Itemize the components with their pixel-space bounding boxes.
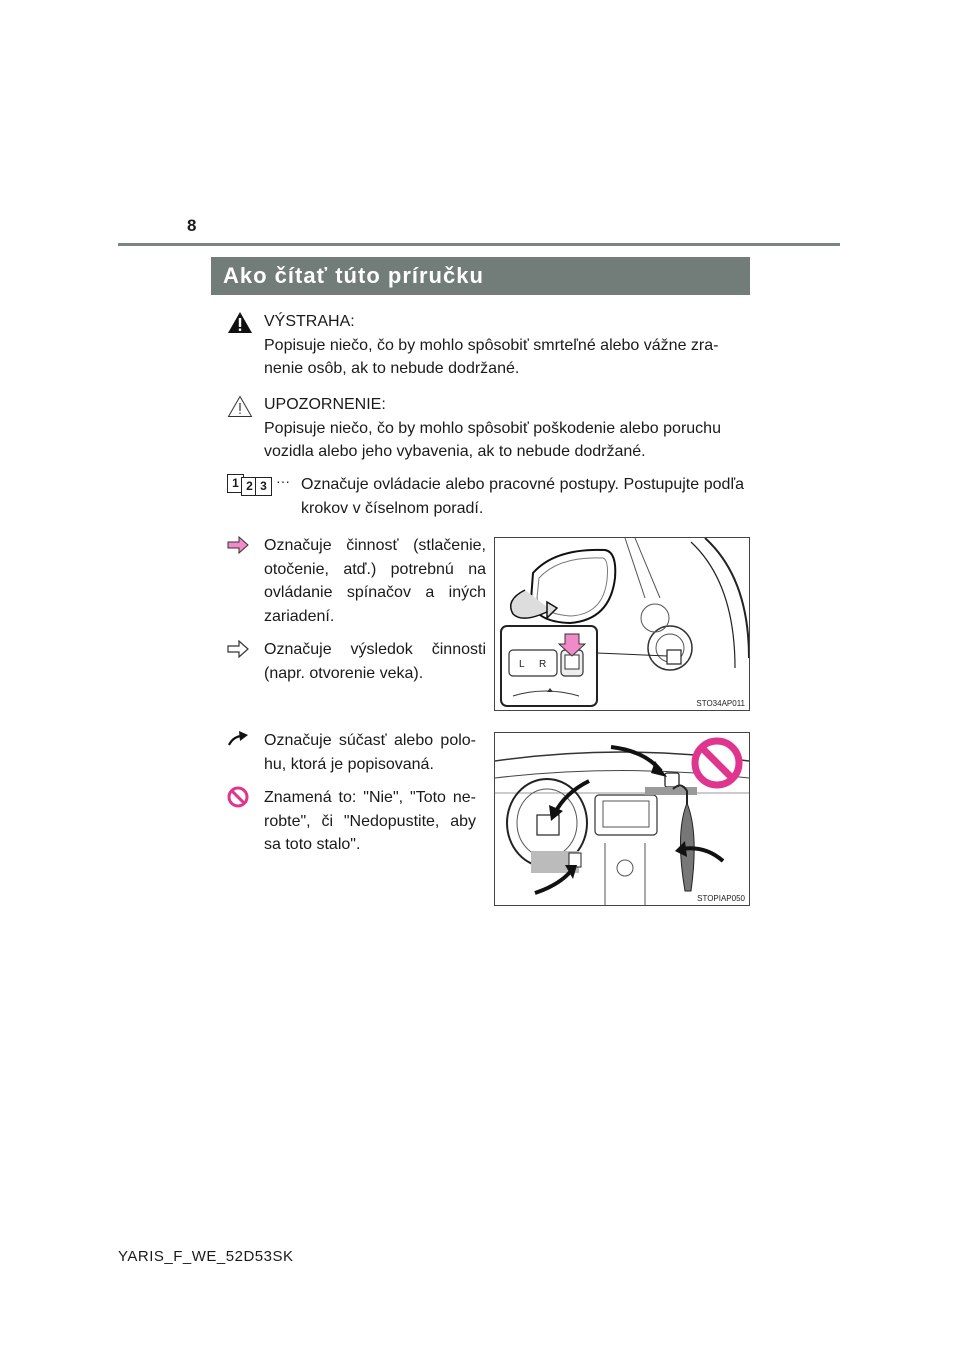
steps-ellipsis: ··· xyxy=(276,473,290,489)
outline-arrow-icon xyxy=(227,640,249,658)
dashboard-illustration xyxy=(495,733,749,905)
switch-label-l: L xyxy=(519,659,525,670)
header-rule xyxy=(118,243,840,246)
warning-label: VÝSTRAHA: xyxy=(264,313,355,330)
curved-pointer-arrow-icon xyxy=(227,731,249,747)
step-number-3: 3 xyxy=(255,477,272,496)
warning-block xyxy=(264,310,746,381)
section-title: Ako čítať túto príručku xyxy=(211,257,750,295)
document-code-footer: YARIS_F_WE_52D53SK xyxy=(118,1248,294,1265)
dashboard-figure xyxy=(494,732,750,906)
switch-label-r: R xyxy=(539,659,547,670)
component-description: Označuje súčasť alebo polo-hu, ktorá je popisovaná. xyxy=(264,732,476,773)
notice-label: UPOZORNENIE: xyxy=(264,396,386,413)
warning-triangle-filled-icon xyxy=(227,311,253,334)
notice-description: Popisuje niečo, čo by mohlo spôsobiť poškodenie alebo poruchu vozidla alebo jeho vybavenia, ak to nebude dodržané. xyxy=(264,419,721,460)
step-number-1: 1 xyxy=(227,474,244,493)
notice-block xyxy=(264,393,746,464)
action-description: Označuje činnosť (stlačenie, otočenie, atď.) potrebnú na ovládanie spínačov a iných zariadení. xyxy=(264,537,486,625)
figure-code-mirror: STO34AP011 xyxy=(696,699,745,708)
steps-description: Označuje ovládacie alebo pracovné postupy. Postupujte podľa krokov v číselnom poradí. xyxy=(301,476,744,517)
result-description: Označuje výsledok činnosti (napr. otvorenie veka). xyxy=(264,641,486,682)
mirror-switch-figure xyxy=(494,537,750,711)
page-number: 8 xyxy=(187,216,197,235)
step-number-2: 2 xyxy=(241,477,258,496)
warning-description: Popisuje niečo, čo by mohlo spôsobiť smrteľné alebo vážne zra-nenie osôb, ak to nebude dodržané. xyxy=(264,336,719,377)
mirror-switch-illustration xyxy=(495,538,749,710)
prohibition-icon xyxy=(227,786,249,808)
pink-arrow-icon xyxy=(227,536,249,554)
prohibit-description: Znamená to: "Nie", "Toto ne-robte", či "Nedopustite, aby sa toto stalo". xyxy=(264,789,476,853)
warning-triangle-outline-icon xyxy=(227,395,253,418)
figure-code-dashboard: STOPIAP050 xyxy=(697,894,745,903)
